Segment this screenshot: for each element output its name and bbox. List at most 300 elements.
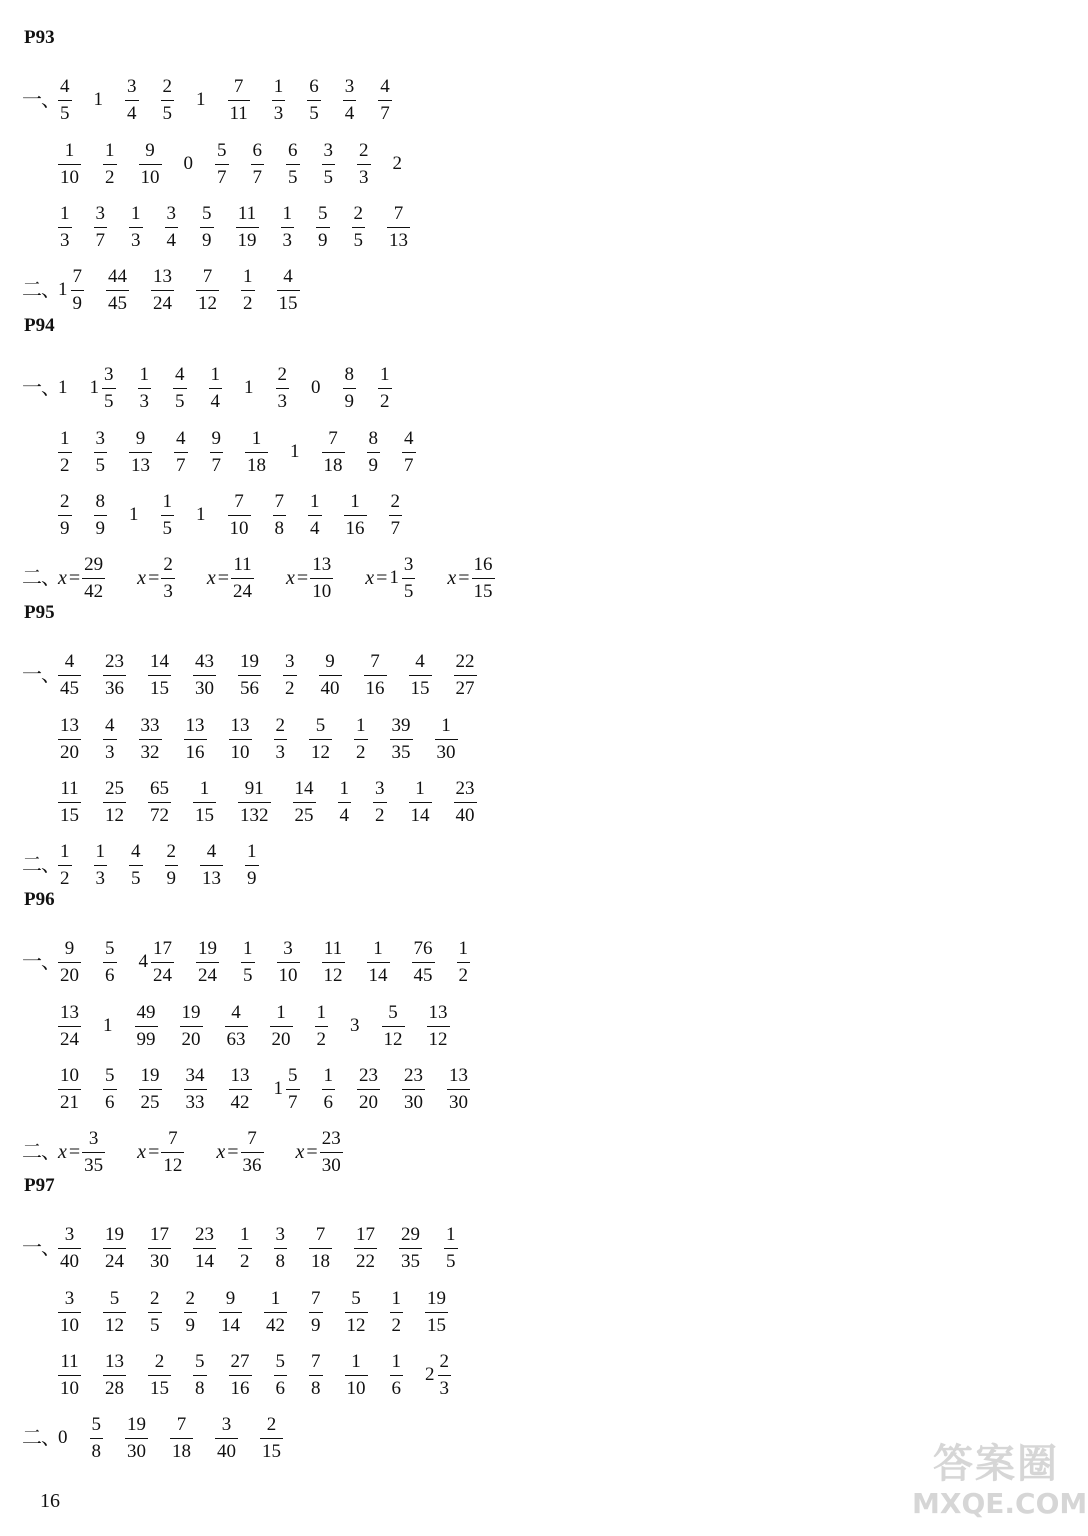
- mixed-whole-part: 1: [389, 567, 399, 588]
- fraction: [209, 363, 223, 414]
- answer-item: [390, 1287, 404, 1338]
- numerator: 11: [60, 777, 79, 799]
- denominator: 30: [321, 1154, 341, 1176]
- fraction: [412, 937, 435, 988]
- denominator: 9: [344, 390, 354, 412]
- numerator: 2: [150, 1287, 160, 1309]
- numerator: 6: [309, 75, 319, 97]
- denominator: 30: [195, 677, 214, 699]
- fraction-bar: [184, 1312, 198, 1313]
- fraction-bar: [322, 452, 345, 453]
- answer-list: [58, 998, 472, 1054]
- answer-item: [322, 139, 336, 190]
- denominator: 5: [131, 867, 141, 889]
- fraction-bar: [320, 1152, 343, 1153]
- fraction-bar: [343, 388, 357, 389]
- answer-item: [276, 363, 290, 414]
- fraction: [90, 1413, 104, 1464]
- fraction: [94, 840, 108, 891]
- numerator: 44: [108, 265, 127, 287]
- numerator: 1: [458, 937, 468, 959]
- fraction-bar: [196, 962, 219, 963]
- denominator: 12: [311, 741, 330, 763]
- denominator: 14: [368, 964, 388, 986]
- fraction-bar: [58, 515, 72, 516]
- fraction-bar: [274, 1248, 288, 1249]
- denominator: 24: [233, 580, 253, 602]
- mixed-whole-part: 1: [58, 279, 68, 300]
- numerator: 3: [95, 202, 105, 224]
- answer-item: [209, 363, 223, 414]
- answer-item: [58, 840, 72, 891]
- numerator: 14: [150, 650, 169, 672]
- answer-item: [184, 1287, 198, 1338]
- numerator: 4: [105, 714, 115, 736]
- fraction-bar: [352, 227, 366, 228]
- fraction: [58, 1223, 81, 1274]
- fraction: [274, 1350, 288, 1401]
- numerator: 19: [140, 1064, 160, 1086]
- numerator: 1: [95, 840, 105, 862]
- answer-item: [425, 1350, 451, 1401]
- numerator: 1: [380, 363, 390, 385]
- numerator: 5: [195, 1350, 205, 1372]
- answer-item: [393, 136, 403, 192]
- numerator: 5: [109, 1287, 120, 1309]
- denominator: 5: [175, 390, 185, 412]
- fraction-bar: [229, 1375, 252, 1376]
- answer-item: [165, 840, 179, 891]
- numerator: 7: [176, 1413, 187, 1435]
- denominator: 4: [210, 390, 220, 412]
- fraction-bar: [345, 1312, 368, 1313]
- numerator: 8: [344, 363, 354, 385]
- fraction-bar: [58, 227, 72, 228]
- denominator: 12: [383, 1028, 403, 1050]
- denominator: 18: [172, 1440, 191, 1462]
- whole-number: 0: [58, 1427, 68, 1448]
- fraction-bar: [219, 1312, 242, 1313]
- answer-item: [274, 1064, 300, 1115]
- numerator: 11: [233, 553, 252, 575]
- fraction: [193, 777, 216, 828]
- answer-item: [58, 75, 72, 126]
- denominator: 8: [311, 1377, 321, 1399]
- answer-item: [129, 427, 152, 478]
- answer-item: [129, 840, 143, 891]
- numerator: 5: [275, 1350, 285, 1372]
- denominator: 22: [356, 1250, 375, 1272]
- equals-sign: =: [217, 566, 230, 589]
- denominator: 25: [140, 1091, 160, 1113]
- equals-sign: =: [227, 1140, 239, 1163]
- fraction: [215, 1413, 238, 1464]
- fraction-bar: [139, 1089, 162, 1090]
- whole-number: 1: [196, 89, 206, 110]
- fraction-bar: [94, 865, 108, 866]
- denominator: 36: [242, 1154, 262, 1176]
- fraction-bar: [184, 739, 207, 740]
- whole-number: 3: [350, 1015, 360, 1036]
- fraction-bar: [251, 164, 265, 165]
- fraction-bar: [277, 962, 300, 963]
- answer-list: [58, 72, 414, 128]
- fraction-bar: [228, 100, 250, 101]
- fraction-bar: [103, 1312, 126, 1313]
- denominator: 5: [446, 1250, 456, 1272]
- watermark-text-cn: 答案圈: [933, 1441, 1059, 1487]
- question-label: 一、: [22, 1237, 60, 1259]
- fraction: [161, 75, 175, 126]
- fraction-bar: [161, 578, 175, 579]
- answer-item: [274, 1350, 288, 1401]
- answer-row: [58, 1061, 492, 1117]
- numerator: 7: [328, 427, 338, 449]
- answer-item: [245, 427, 268, 478]
- fraction: [125, 75, 139, 126]
- section-title: P96: [24, 889, 55, 910]
- answer-item: [170, 1413, 193, 1464]
- fraction: [245, 840, 259, 891]
- fraction-bar: [58, 452, 72, 453]
- denominator: 40: [217, 1440, 236, 1462]
- denominator: 4: [344, 102, 355, 124]
- fraction: [322, 427, 345, 478]
- fraction: [425, 1287, 448, 1338]
- fraction: [103, 1350, 126, 1401]
- fraction: [378, 363, 392, 414]
- numerator: 9: [145, 139, 155, 161]
- fraction-bar: [273, 515, 287, 516]
- answer-item: [382, 1001, 405, 1052]
- numerator: 1: [339, 777, 349, 799]
- denominator: 7: [390, 517, 400, 539]
- section-title: P93: [24, 27, 55, 48]
- answer-item: [58, 777, 81, 828]
- denominator: 5: [403, 580, 414, 602]
- answer-item: [277, 937, 300, 988]
- numerator: 1: [199, 777, 210, 799]
- answer-item: [402, 427, 416, 478]
- fraction-bar: [425, 1312, 448, 1313]
- numerator: 2: [60, 490, 70, 512]
- fraction: [82, 1127, 105, 1178]
- fraction: [148, 1287, 162, 1338]
- fraction-bar: [389, 515, 403, 516]
- fraction: [165, 202, 179, 253]
- numerator: 3: [104, 363, 114, 385]
- fraction: [283, 650, 297, 701]
- answer-item: [58, 1350, 81, 1401]
- denominator: 32: [140, 741, 160, 763]
- denominator: 7: [380, 102, 390, 124]
- fraction-bar: [103, 1248, 126, 1249]
- numerator: 7: [72, 265, 82, 287]
- answer-item: [241, 937, 255, 988]
- numerator: 3: [64, 1223, 75, 1245]
- denominator: 7: [288, 1091, 298, 1113]
- fraction: [272, 75, 286, 126]
- answer-row: [22, 934, 492, 990]
- answer-list: [58, 650, 499, 701]
- answer-item: [315, 1001, 329, 1052]
- fraction: [322, 937, 345, 988]
- answer-item: [229, 1064, 252, 1115]
- answer-item: [215, 1413, 238, 1464]
- answer-item: [309, 714, 332, 765]
- denominator: 24: [153, 292, 172, 314]
- answer-item: [251, 139, 265, 190]
- section-title: P94: [24, 315, 55, 336]
- numerator: 19: [181, 1001, 201, 1023]
- denominator: 15: [427, 1314, 446, 1336]
- answer-item: [148, 1223, 171, 1274]
- numerator: 4: [60, 75, 70, 97]
- fraction-bar: [316, 227, 330, 228]
- denominator: 5: [288, 166, 298, 188]
- answer-item: [447, 553, 494, 604]
- answer-item: [196, 937, 219, 988]
- numerator: 1: [310, 490, 320, 512]
- denominator: 5: [243, 964, 253, 986]
- fraction: [309, 1223, 332, 1274]
- answer-item: [228, 75, 250, 126]
- fraction: [435, 714, 458, 765]
- denominator: 5: [309, 102, 319, 124]
- fraction-bar: [390, 1312, 404, 1313]
- fraction: [225, 1001, 248, 1052]
- fraction: [210, 427, 224, 478]
- answer-list: [58, 424, 438, 480]
- answer-row: [58, 1284, 470, 1340]
- denominator: 24: [198, 964, 217, 986]
- fraction-bar: [165, 227, 179, 228]
- fraction-bar: [58, 739, 81, 740]
- fraction: [161, 553, 175, 604]
- whole-number: 1: [103, 1015, 113, 1036]
- numerator: 3: [285, 650, 295, 672]
- fraction: [58, 937, 81, 988]
- denominator: 4: [127, 102, 137, 124]
- fraction: [139, 714, 162, 765]
- answer-item: [389, 490, 403, 541]
- fraction: [238, 1223, 252, 1274]
- answer-item: [58, 202, 72, 253]
- fraction: [270, 1001, 293, 1052]
- numerator: 25: [105, 777, 124, 799]
- answer-item: [58, 1064, 81, 1115]
- numerator: 1: [373, 937, 383, 959]
- answer-item: [343, 75, 357, 126]
- fraction: [241, 937, 255, 988]
- numerator: 2: [163, 553, 173, 575]
- numerator: 4: [283, 265, 293, 287]
- fraction-bar: [151, 962, 174, 963]
- answer-item: [173, 363, 187, 414]
- fraction-bar: [200, 865, 223, 866]
- denominator: 4: [339, 804, 349, 826]
- answer-item: [457, 937, 471, 988]
- fraction-bar: [90, 1438, 104, 1439]
- numerator: 1: [210, 363, 220, 385]
- numerator: 3: [166, 202, 176, 224]
- fraction: [345, 1350, 368, 1401]
- numerator: 2: [166, 840, 176, 862]
- denominator: 9: [202, 229, 212, 251]
- fraction-bar: [58, 865, 72, 866]
- fraction: [309, 1350, 323, 1401]
- denominator: 45: [108, 292, 127, 314]
- fraction-bar: [241, 290, 255, 291]
- variable-x: x: [137, 1140, 147, 1163]
- numerator: 5: [91, 1413, 101, 1435]
- numerator: 7: [274, 490, 284, 512]
- denominator: 14: [221, 1314, 240, 1336]
- numerator: 7: [234, 490, 244, 512]
- answer-item: [193, 1350, 207, 1401]
- denominator: 2: [391, 1314, 401, 1336]
- fraction: [129, 202, 143, 253]
- numerator: 1: [60, 840, 70, 862]
- numerator: 19: [198, 937, 217, 959]
- fraction: [409, 650, 432, 701]
- fraction: [444, 1223, 458, 1274]
- fraction: [319, 650, 342, 701]
- fraction-bar: [309, 739, 332, 740]
- numerator: 13: [312, 553, 332, 575]
- denominator: 3: [439, 1377, 449, 1399]
- answer-item: [225, 1001, 248, 1052]
- numerator: 1: [240, 1223, 250, 1245]
- answer-item: [103, 1223, 126, 1274]
- equals-sign: =: [148, 566, 160, 589]
- denominator: 5: [150, 1314, 160, 1336]
- fraction: [316, 202, 330, 253]
- numerator: 2: [277, 363, 287, 385]
- variable-x: x: [295, 1140, 305, 1163]
- numerator: 23: [321, 1127, 341, 1149]
- numerator: 17: [153, 937, 172, 959]
- numerator: 2: [266, 1413, 277, 1435]
- question-label: 一、: [22, 664, 60, 686]
- fraction: [251, 139, 265, 190]
- fraction-bar: [245, 452, 268, 453]
- fraction: [71, 265, 85, 316]
- fraction-bar: [390, 739, 413, 740]
- denominator: 99: [136, 1028, 156, 1050]
- numerator: 13: [60, 714, 79, 736]
- numerator: 29: [401, 1223, 420, 1245]
- fraction: [390, 714, 413, 765]
- numerator: 1: [415, 777, 425, 799]
- fraction: [238, 650, 261, 701]
- fraction-bar: [354, 739, 368, 740]
- fraction: [58, 650, 81, 701]
- fraction: [170, 1413, 193, 1464]
- fraction: [103, 714, 117, 765]
- numerator: 1: [391, 1350, 401, 1372]
- fraction: [161, 490, 175, 541]
- fraction-bar: [322, 962, 345, 963]
- numerator: 4: [231, 1001, 241, 1023]
- numerator: 9: [64, 937, 75, 959]
- answer-item: [307, 75, 321, 126]
- numerator: 9: [325, 650, 335, 672]
- fraction: [58, 1287, 81, 1338]
- answer-item: [277, 265, 300, 316]
- answer-item: [228, 490, 251, 541]
- numerator: 8: [95, 490, 105, 512]
- answer-item: [390, 1350, 404, 1401]
- fraction-bar: [245, 865, 259, 866]
- answer-item: [106, 265, 129, 316]
- numerator: 13: [153, 265, 172, 287]
- fraction: [322, 139, 336, 190]
- fraction: [139, 1064, 162, 1115]
- denominator: 18: [323, 454, 343, 476]
- answer-item: [103, 650, 126, 701]
- denominator: 7: [404, 454, 414, 476]
- numerator: 43: [195, 650, 214, 672]
- fraction-bar: [367, 962, 390, 963]
- answer-list: [58, 777, 499, 828]
- answer-item: [367, 427, 381, 478]
- numerator: 13: [185, 714, 205, 736]
- fraction-bar: [409, 802, 432, 803]
- variable-x: x: [216, 1140, 226, 1163]
- fraction-bar: [309, 1248, 332, 1249]
- numerator: 7: [315, 1223, 326, 1245]
- fraction: [196, 265, 219, 316]
- numerator: 49: [136, 1001, 156, 1023]
- denominator: 2: [60, 867, 70, 889]
- fraction-bar: [103, 1089, 117, 1090]
- denominator: 3: [60, 229, 70, 251]
- fraction-bar: [270, 1026, 293, 1027]
- fraction: [260, 1413, 283, 1464]
- numerator: 6: [288, 139, 298, 161]
- fraction: [373, 777, 387, 828]
- denominator: 4: [166, 229, 176, 251]
- numerator: 23: [404, 1064, 423, 1086]
- answer-item: [309, 1350, 323, 1401]
- numerator: 3: [95, 427, 105, 449]
- fraction: [129, 840, 143, 891]
- fraction: [129, 427, 152, 478]
- whole-number: 1: [93, 89, 103, 110]
- fraction: [148, 1350, 171, 1401]
- answer-item: [161, 75, 175, 126]
- fraction: [454, 650, 477, 701]
- numerator: 2: [359, 139, 369, 161]
- answer-item: [354, 714, 368, 765]
- denominator: 10: [60, 166, 79, 188]
- answer-row: [58, 1347, 473, 1403]
- fraction: [472, 553, 495, 604]
- denominator: 5: [60, 102, 70, 124]
- answer-item: [454, 650, 477, 701]
- fraction-bar: [102, 388, 116, 389]
- whole-number: 0: [183, 153, 193, 174]
- numerator: 13: [449, 1064, 468, 1086]
- answer-item: [390, 714, 413, 765]
- numerator: 3: [323, 139, 333, 161]
- answer-item: [309, 1223, 332, 1274]
- answer-item: [378, 75, 392, 126]
- answer-row: [22, 1124, 375, 1180]
- fraction: [229, 714, 252, 765]
- answer-item: [345, 1287, 368, 1338]
